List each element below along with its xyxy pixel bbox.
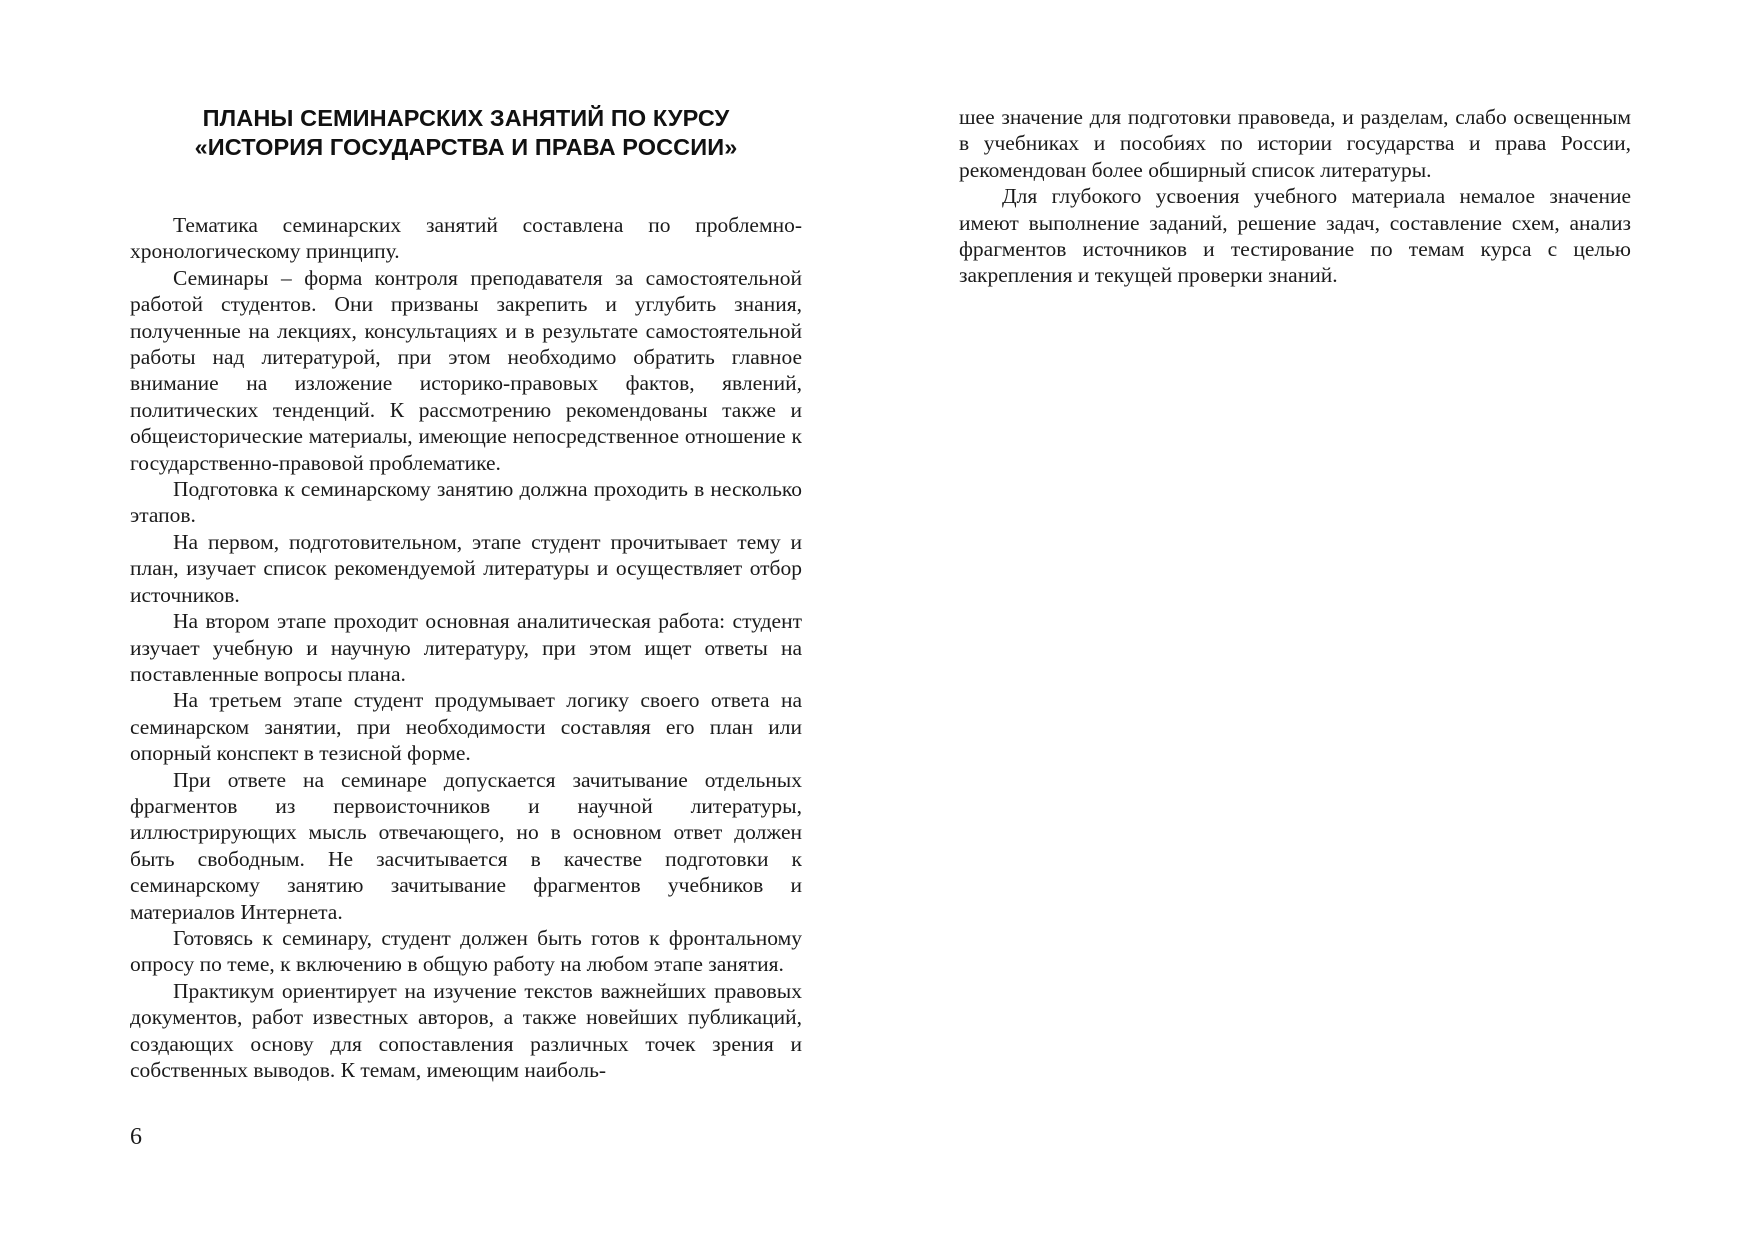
paragraph: На третьем этапе студент продумывает логику своего ответа на семинарском занятии, при необходимости составляя его план или опорный конспект в тезисной форме. [130, 688, 802, 766]
left-body-text [130, 212, 802, 1083]
right-page [877, 0, 1755, 1240]
left-page [0, 0, 877, 1240]
right-body-text [959, 104, 1631, 289]
paragraph: При ответе на семинаре допускается зачитывание отдельных фрагментов из первоисточников и научной литературы, иллюстрирующих мысль отвечающего, но в основном ответ должен быть свободным. Не засчитывается в качестве подготовки к семинарскому занятию зачитывание фрагментов учебников и материалов Интернета. [130, 767, 802, 924]
title-line-1: ПЛАНЫ СЕМИНАРСКИХ ЗАНЯТИЙ ПО КУРСУ [202, 105, 730, 131]
page-title [130, 104, 802, 162]
paragraph: На первом, подготовительном, этапе студент прочитывает тему и план, изучает список рекомендуемой литературы и осуществляет отбор источников. [130, 529, 802, 607]
paragraph: Подготовка к семинарскому занятию должна проходить в несколько этапов. [130, 477, 802, 528]
paragraph: Практикум ориентирует на изучение текстов важнейших правовых документов, работ известных авторов, а также новейших публикаций, создающих основу для сопоставления различных точек зрения и собственных выводов. К темам, имеющим наиболь- [130, 978, 802, 1082]
paragraph: Готовясь к семинару, студент должен быть готов к фронтальному опросу по теме, к включению в общую работу на любом этапе занятия. [130, 925, 802, 977]
paragraph: Семинары – форма контроля преподавателя за самостоятельной работой студентов. Они призваны закрепить и углубить знания, полученные на лекциях, консультациях и в результате самостоятельной работы над литературой, при этом необходимо обратить главное внимание на изложение историко-правовых фактов, явлений, политических тенденций. К рассмотрению рекомендованы также и общеисторические материалы, имеющие непосредственное отношение к государственно-правовой проблематике. [130, 265, 802, 475]
page-number: 6 [130, 1124, 142, 1150]
paragraph: Тематика семинарских занятий составлена по проблемно-хронологическому принципу. [130, 213, 802, 264]
title-line-2: «ИСТОРИЯ ГОСУДАРСТВА И ПРАВА РОССИИ» [194, 134, 738, 160]
paragraph: На втором этапе проходит основная аналитическая работа: студент изучает учебную и научную литературу, при этом ищет ответы на поставленные вопросы плана. [130, 609, 802, 686]
continuation-paragraph: шее значение для подготовки правоведа, и разделам, слабо освещенным в учебниках и пособиях по истории государства и права России, рекомендован более обширный список литературы. [959, 105, 1631, 182]
paragraph: Для глубокого усвоения учебного материала немалое значение имеют выполнение заданий, решение задач, составление схем, анализ фрагментов источников и тестирование по темам курса с целью закрепления и текущей проверки знаний. [959, 184, 1631, 288]
